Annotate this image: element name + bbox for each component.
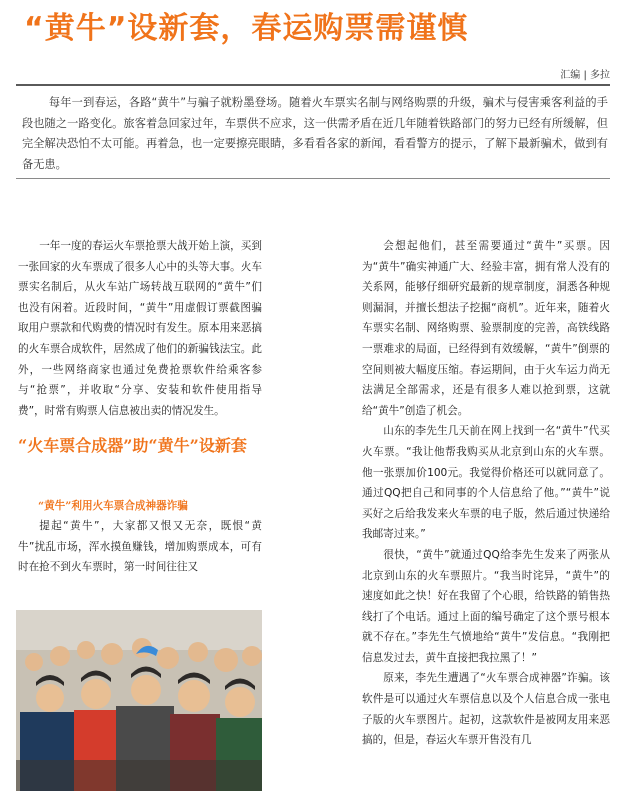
right-paragraph-4: 原来，李先生遭遇了“火车票合成神器”诈骗。该软件是可以通过火车票信息以及个人信息合成一张电子版的火车票图片。起初，这款软件是被网友用来恶搞的，但是，春运火车票开售没有几 — [362, 672, 610, 747]
right-paragraph-2: 山东的李先生几天前在网上找到一名“黄牛”代买火车票。“我让他帮我购买从北京到山东的火车票。他一张票加价100元。我觉得价格还可以就同意了。通过QQ把自己和同事的个人信息给了他。”“黄牛”说买好之后给我发来火车票的电子版，然后通过快递给我邮寄过来。” — [362, 425, 610, 541]
right-paragraph-3: 很快，“黄牛”就通过QQ给李先生发来了两张从北京到山东的火车票照片。“我当时诧异，“黄牛”的速度如此之快！好在我留了个心眼，给铁路的销售热线打了个电话。通过上面的编号确定了这个票号根本就不存在。”李先生气愤地给“黄牛”发信息。“我刚把信息发过去，黄牛直接把我拉黑了！” — [362, 548, 610, 664]
right-paragraph-1: 会想起他们，甚至需要通过“黄牛”买票。因为“黄牛”确实神通广大、经验丰富，拥有常人没有的关系网，能够仔细研究最新的规章制度，洞悉各种规则漏洞，并擅长想法子挖掘“商机”。近年来，随着火车票实名制、网络购票、验票制度的完善，高铁线路一票难求的局面，已经得到有效缓解，“黄牛”倒票的空间则被大幅度压缩。春运期间，由于火车运力尚无法满足全部需求，还是有很多人难以抢到票，这就给“黄牛”创造了机会。 — [362, 240, 610, 417]
left-column-body — [18, 516, 262, 578]
section-subtitle: “黄牛”利用火车票合成神器诈骗 — [38, 500, 188, 512]
left-paragraph-2: 提起“黄牛”，大家都又恨又无奈，既恨“黄牛”扰乱市场，浑水摸鱼赚钱，增加购票成本，可有时在抢不到火车票时，第一时间往往又 — [18, 520, 262, 574]
header-divider — [16, 84, 610, 86]
left-paragraph-1: 一年一度的春运火车票抢票大战开始上演，买到一张回家的火车票成了很多人心中的头等大事。火车票实名制后，从火车站广场转战互联网的“黄牛”们也没有闲着。近段时间，“黄牛”用虚假订票截图骗取用户票款和代购费的情况时有发生。原本用来恶搞的火车票合成软件，居然成了他们的新骗钱法宝。此外，一些网络商家也通过免费抢票软件给乘客参与“抢票”，并收取“分享、安装和软件使用指导费”，时常有购票人信息被出卖的情况发生。 — [18, 240, 262, 417]
article-byline: 汇编 | 多拉 — [560, 70, 610, 81]
left-column-intro — [18, 236, 262, 421]
crowd-photo — [16, 610, 262, 791]
article-headline: “黄牛”设新套，春运购票需谨慎 — [24, 11, 469, 46]
section-title: “火车票合成器”助“黄牛”设新套 — [18, 436, 247, 455]
lede-divider — [16, 178, 610, 179]
crowd-illustration — [16, 610, 262, 791]
article-lede: 每年一到春运，各路“黄牛”与骗子就粉墨登场。随着火车票实名制与网络购票的升级，骗术与侵害乘客利益的手段也随之一路变化。旅客着急回家过年，车票供不应求，这一供需矛盾在近几年随着铁路部门的努力已经有所缓解，但完全解决恐怕不太可能。再着急，也一定要擦亮眼睛，多看看各家的新闻，看看警方的提示，了解下最新骗术，做到有备无患。 — [22, 96, 608, 171]
right-column — [362, 236, 610, 751]
